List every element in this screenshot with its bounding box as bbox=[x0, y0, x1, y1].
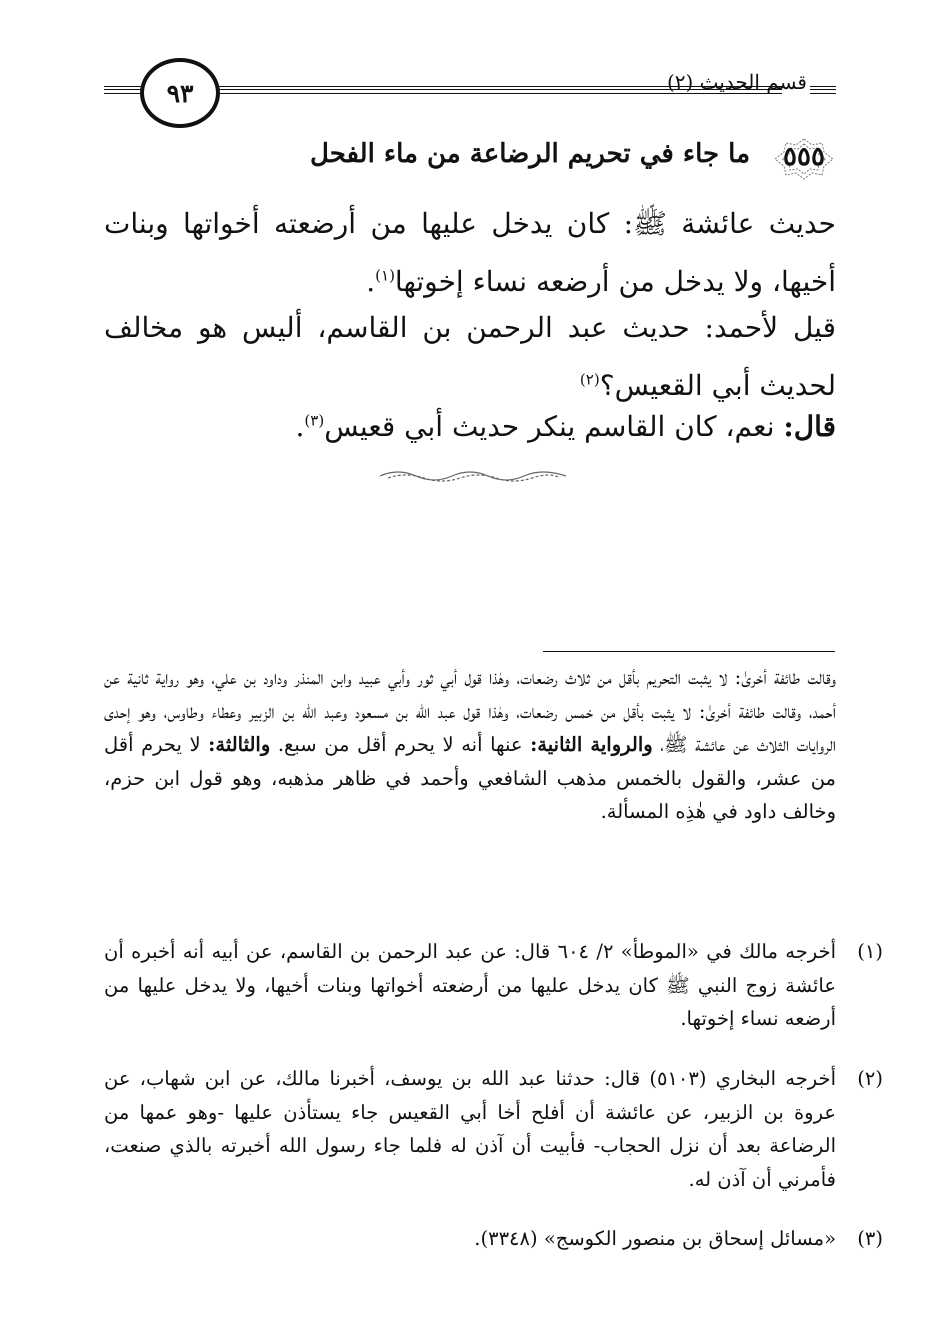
footnote-3-number: (٣) bbox=[857, 1227, 883, 1250]
footnote-continuation-b: والرواية الثانية: bbox=[530, 733, 653, 756]
body-paragraph-3 bbox=[104, 398, 836, 456]
paragraph-3-lead: قال: bbox=[783, 410, 836, 443]
footnote-continuation-a: وقالت طائفة أخرىٰ: لا يثبت التحريم بأقل من ثلاث رضعات، وهٰذا قول أبي ثور وأبي عبيد وابن المنذر وداود بن علي، وهو رواية ثانية عن أحمد، وقالت طائفة أخرىٰ: لا يثبت بأقل من خمس رضعات، وهٰذا قول عبد الله بن مسعود وعبد الله بن الزبير وعطاء وطاوس، وهو إحدى الروايات الثلاث عن عائشة ﷺ، bbox=[104, 666, 837, 756]
footnote-continuation-d: والثالثة: bbox=[208, 733, 271, 756]
ornament-divider-icon bbox=[378, 466, 568, 482]
paragraph-3-end: . bbox=[295, 410, 305, 443]
body-paragraph-1 bbox=[104, 195, 836, 311]
footnote-item-1 bbox=[104, 935, 883, 1036]
footnote-item-2 bbox=[104, 1062, 883, 1196]
footnote-continuation bbox=[104, 661, 836, 829]
footnote-1-number: (١) bbox=[857, 940, 883, 963]
footnote-3-text: «مسائل إسحاق بن منصور الكوسج» (٣٣٤٨). bbox=[474, 1227, 836, 1250]
footnote-2-number: (٢) bbox=[857, 1067, 883, 1090]
section-title: قسم الحديث (٢) bbox=[666, 70, 807, 94]
footnote-ref-2: (٢) bbox=[579, 370, 600, 389]
footnote-continuation-e: لا يحرم أقل من عشر، والقول بالخمس مذهب الشافعي وأحمد في ظاهر مذهبه، وهو قول ابن حزم، وخالف داود في هٰذِه المسألة. bbox=[104, 733, 836, 823]
footnote-2-text: أخرجه البخاري (٥١٠٣) قال: حدثنا عبد الله بن يوسف، أخبرنا مالك، عن ابن شهاب، عن عروة بن الزبير، عن عائشة أن أفلح أخا أبي القعيس جاء يستأذن عليها -وهو عمها من الرضاعة بعد أن نزل الحجاب- فأبيت أن آذن له فلما جاء رسول الله أخبرته بالذي صنعت، فأمرني أن آذن له. bbox=[104, 1067, 836, 1191]
footnote-ref-3: (٣) bbox=[304, 411, 325, 430]
footnote-ref-1: (١) bbox=[375, 266, 395, 285]
footnote-item-3 bbox=[104, 1222, 883, 1256]
paragraph-1-text: حديث عائشة ﷺ: كان يدخل عليها من أرضعته أخواتها وبنات أخيها، ولا يدخل من أرضعه نساء إخوتها bbox=[104, 207, 836, 298]
footnote-rule bbox=[543, 651, 835, 652]
chapter-number: ٥٥٥ bbox=[783, 142, 825, 172]
paragraph-3-text: نعم، كان القاسم ينكر حديث أبي قعيس bbox=[324, 410, 784, 443]
footnote-1-text: أخرجه مالك في «الموطأ» ٢/ ٦٠٤ قال: عن عبد الرحمن بن القاسم، عن أبيه أنه أخبره أن عائشة زوج النبي ﷺ كان يدخل عليها من أرضعته أخواتها وبنات أخيها، ولا يدخل عليها من أرضعه نساء إخوتها. bbox=[104, 940, 836, 1030]
page-number: ٩٣ bbox=[166, 78, 194, 108]
header-rule-right bbox=[810, 86, 836, 94]
paragraph-2-text: قيل لأحمد: حديث عبد الرحمن بن القاسم، أليس هو مخالف لحديث أبي القعيس؟ bbox=[104, 311, 836, 402]
footnote-continuation-c: عنها أنه لا يحرم أقل من سبع. bbox=[277, 733, 531, 756]
chapter-heading: ما جاء في تحريم الرضاعة من ماء الفحل bbox=[310, 139, 750, 169]
page-number-oval bbox=[140, 58, 220, 128]
paragraph-1-end: . bbox=[366, 265, 376, 298]
